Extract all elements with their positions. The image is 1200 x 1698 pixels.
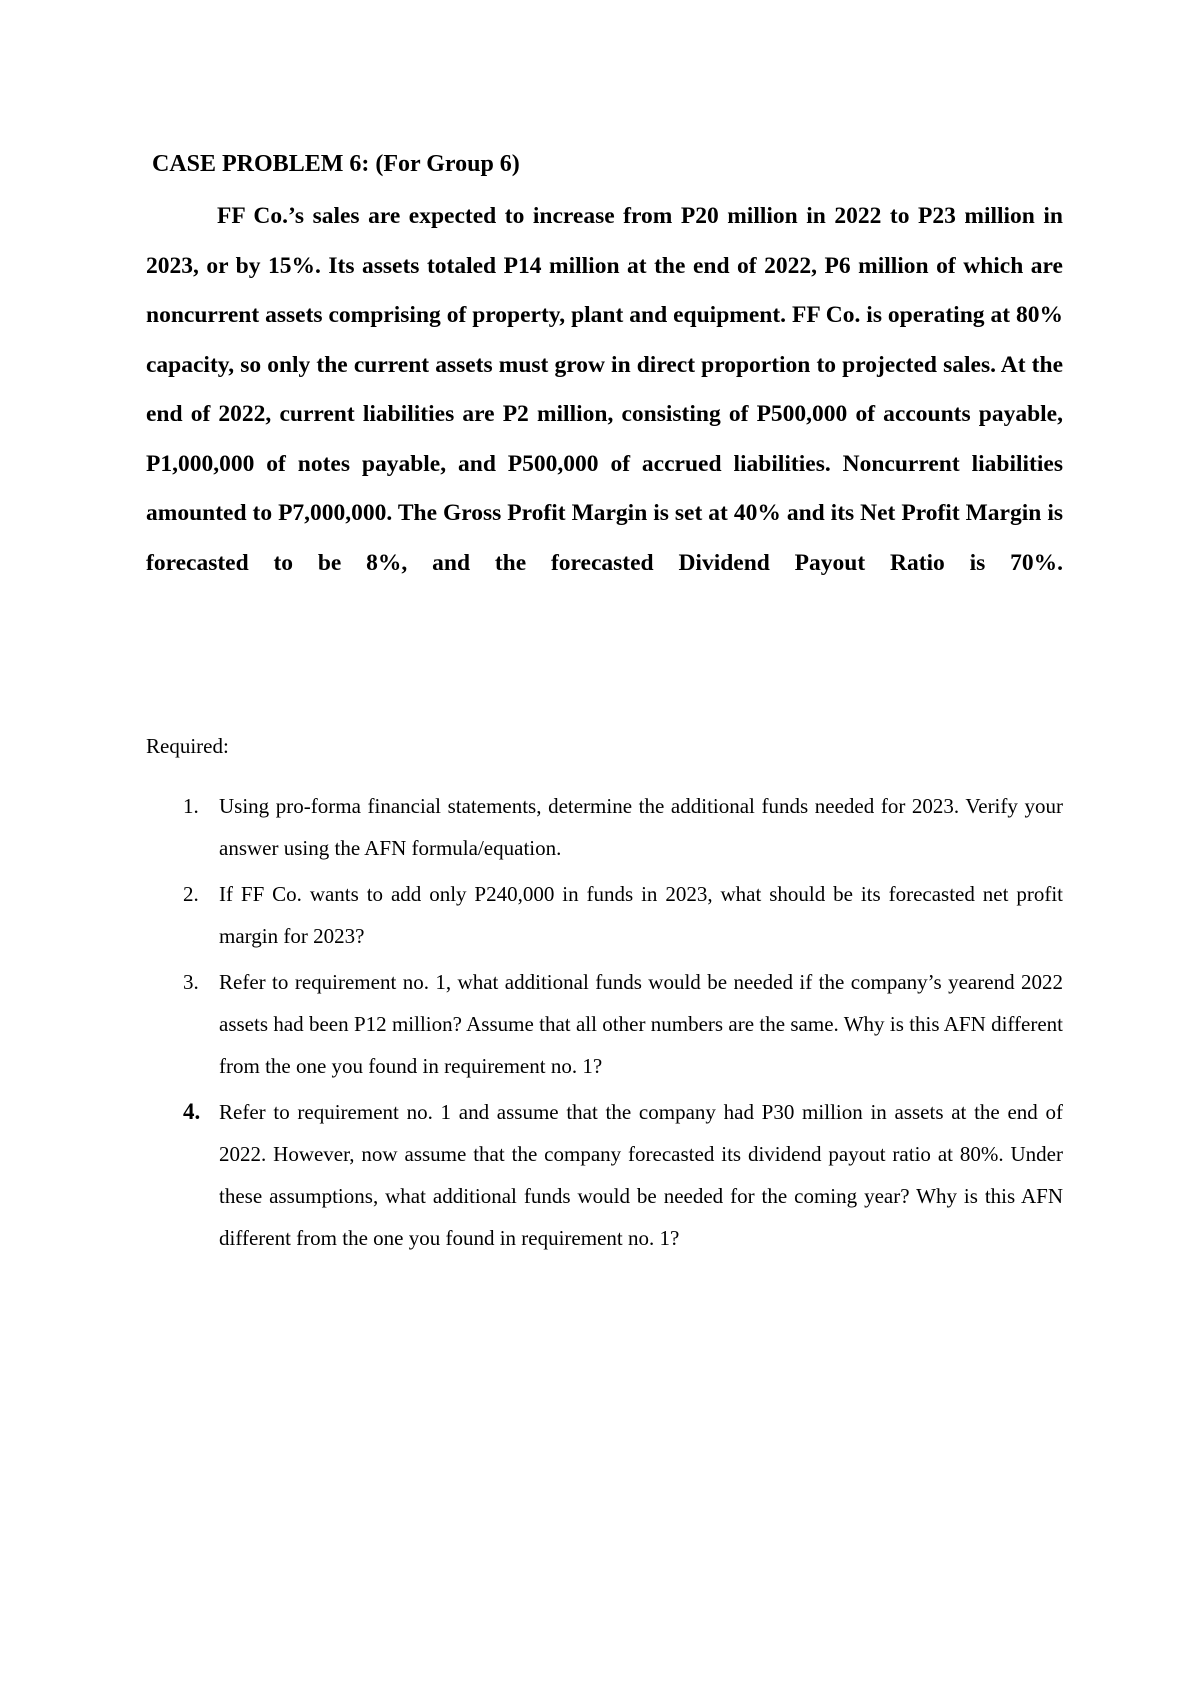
requirement-number: 3. — [183, 970, 199, 994]
requirements-list — [146, 785, 1063, 1263]
requirement-item-2 — [146, 873, 1063, 957]
requirement-text: Refer to requirement no. 1 and assume that the company had P30 million in assets at the end of 2022. However, now assume that the company forecasted its dividend payout ratio at 80%. Under these assumptions, what additional funds would be needed for the coming year? Why is this AFN different from the one you found in requirement no. 1? — [219, 1100, 1063, 1250]
case-problem-title: CASE PROBLEM 6: (For Group 6) — [152, 151, 520, 177]
requirement-number: 2. — [183, 882, 199, 906]
requirement-item-1 — [146, 785, 1063, 869]
required-label: Required: — [146, 734, 229, 758]
requirement-item-4 — [146, 1091, 1063, 1259]
requirement-item-3 — [146, 961, 1063, 1087]
requirement-number: 1. — [183, 794, 199, 818]
case-description-paragraph: FF Co.’s sales are expected to increase from P20 million in 2022 to P23 million in 2023, or by 15%. Its assets totaled P14 million at the end of 2022, P6 million of which are noncurrent assets comprising of property, plant and equipment. FF Co. is operating at 80% capacity, so only the current assets must grow in direct proportion to projected sales. At the end of 2022, current liabilities are P2 million, consisting of P500,000 of accounts payable, P1,000,000 of notes payable, and P500,000 of accrued liabilities. Noncurrent liabilities amounted to P7,000,000. The Gross Profit Margin is set at 40% and its Net Profit Margin is forecasted to be 8%, and the forecasted Dividend Payout Ratio is 70%. — [146, 203, 1063, 576]
requirement-number: 4. — [183, 1099, 201, 1124]
requirement-text: Using pro-forma financial statements, determine the additional funds needed for 2023. Verify your answer using the AFN formula/equation. — [219, 794, 1063, 860]
requirement-text: Refer to requirement no. 1, what additional funds would be needed if the company’s yearend 2022 assets had been P12 million? Assume that all other numbers are the same. Why is this AFN different from the one you found in requirement no. 1? — [219, 970, 1063, 1078]
requirement-text: If FF Co. wants to add only P240,000 in funds in 2023, what should be its forecasted net profit margin for 2023? — [219, 882, 1063, 948]
